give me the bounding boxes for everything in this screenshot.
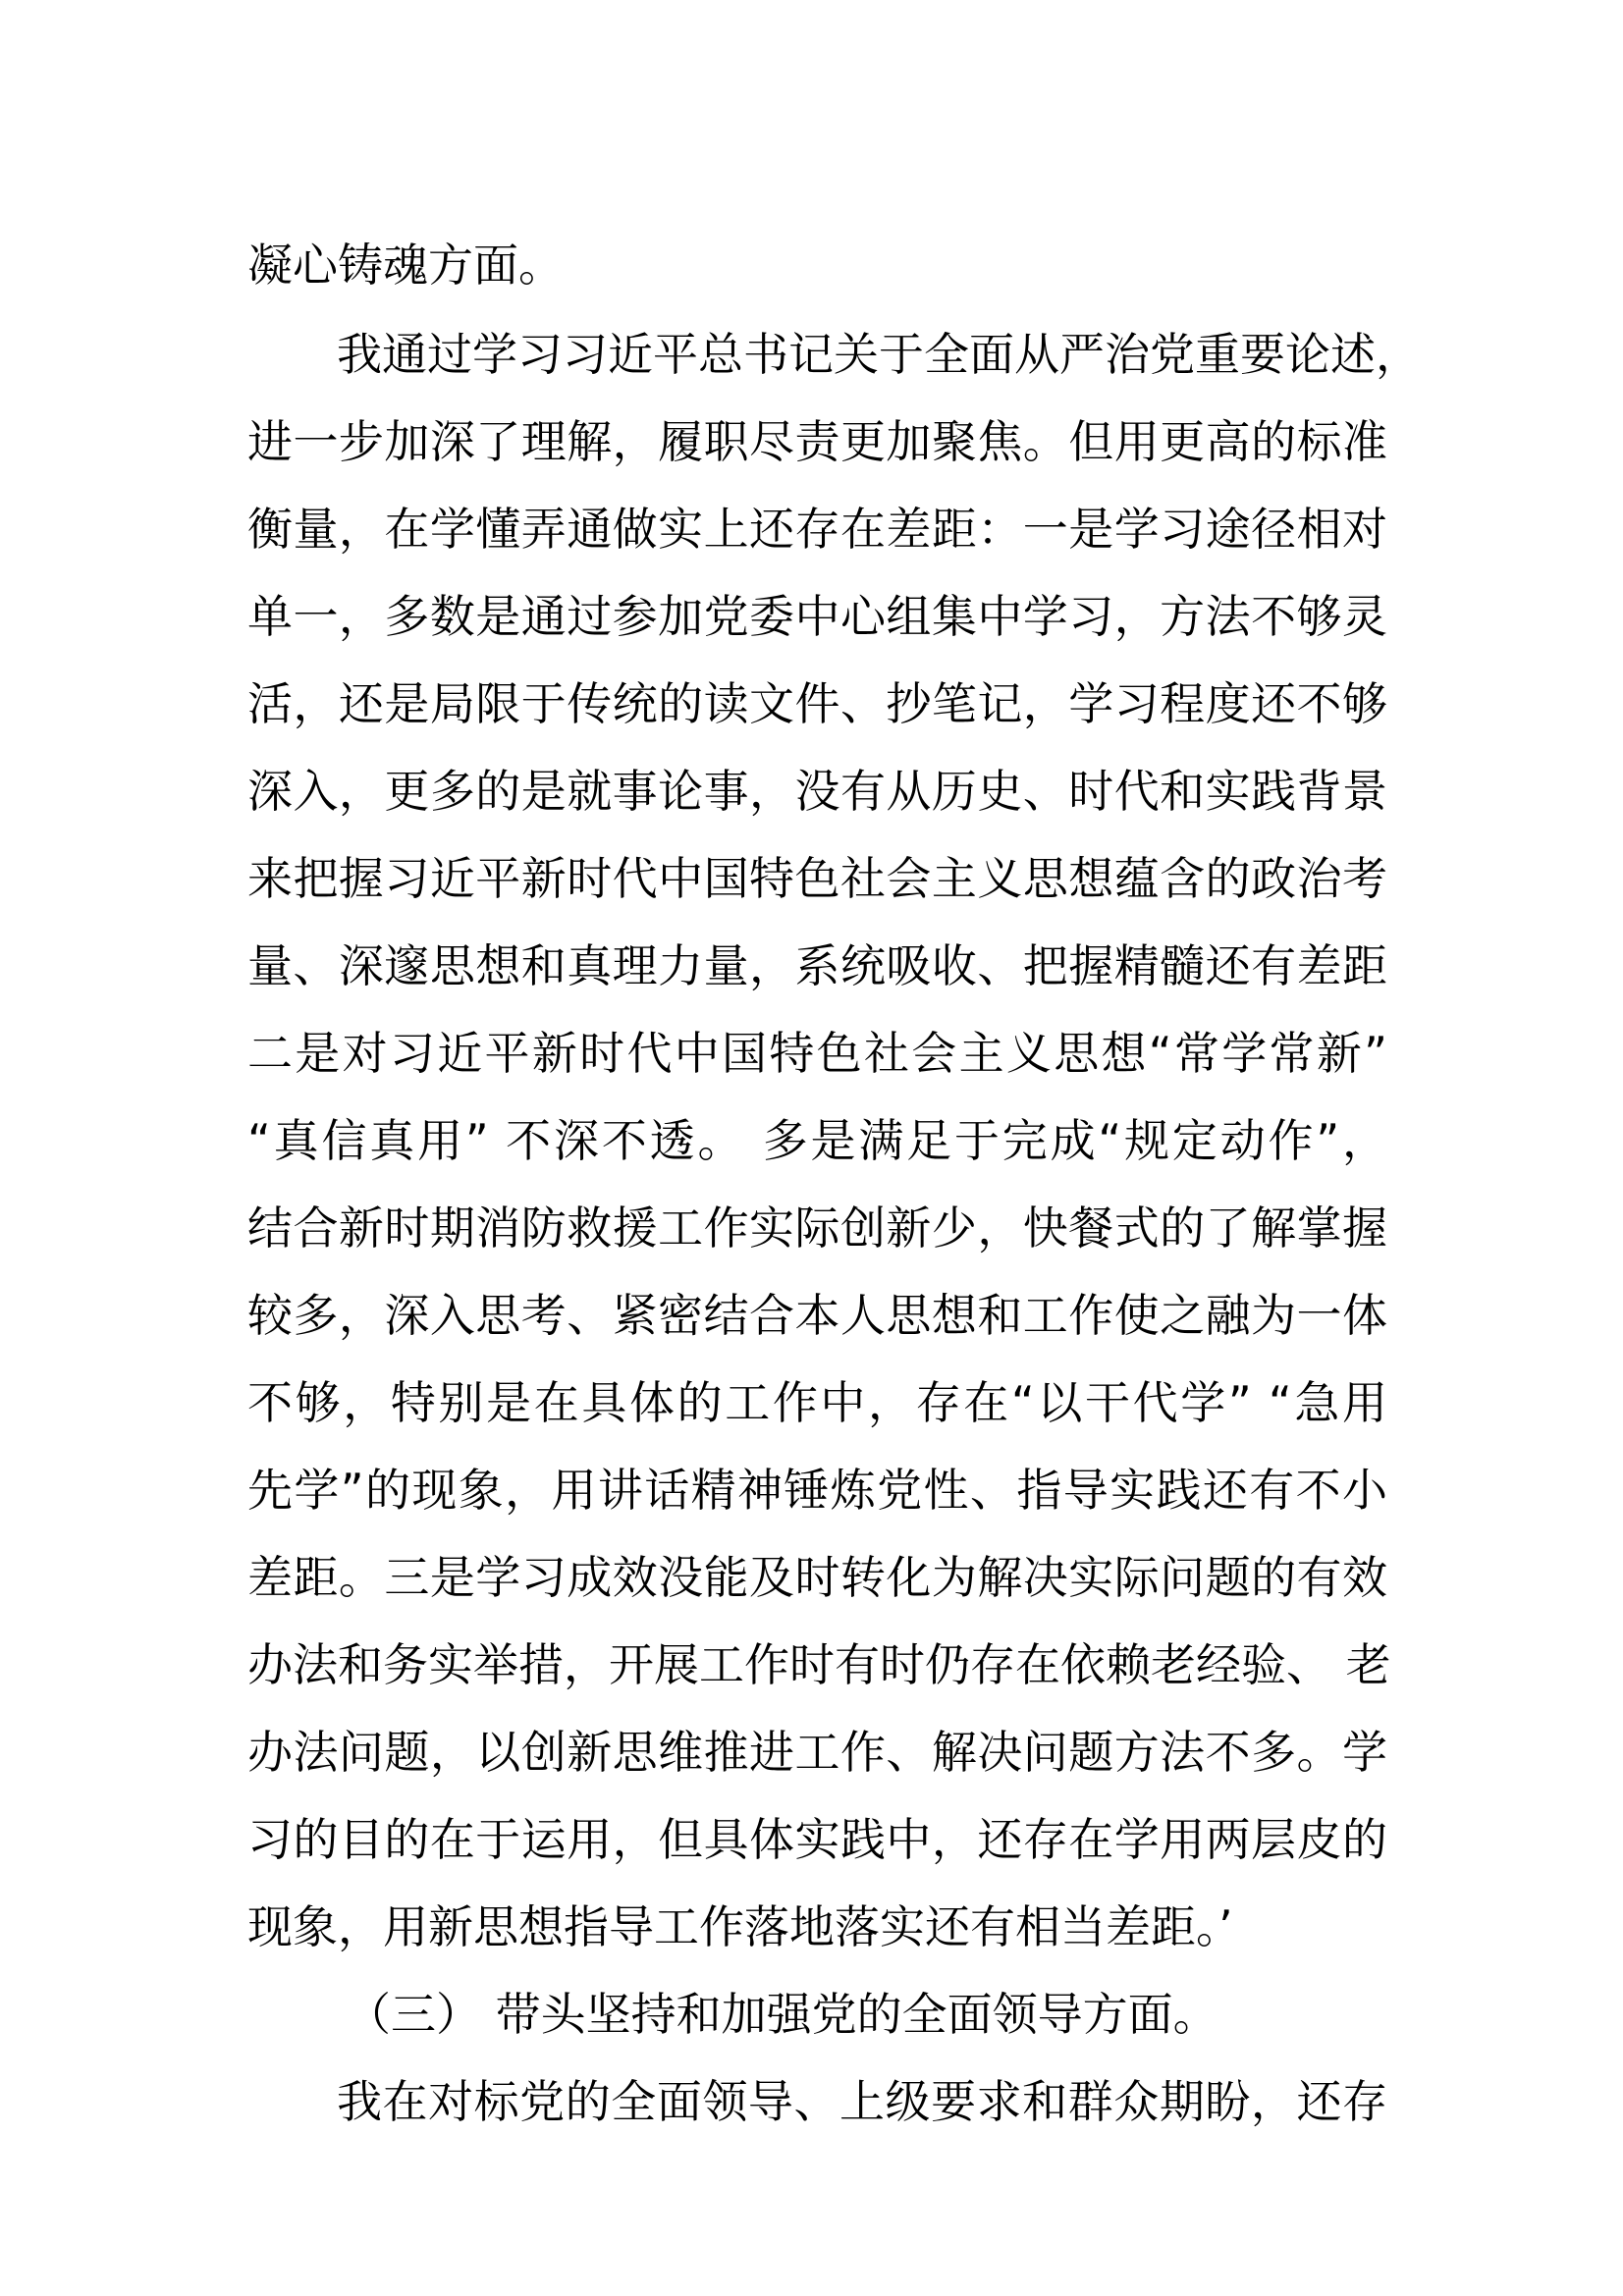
paragraph-line: 办法问题，以创新思维推进工作、解决问题方法不多。学 xyxy=(247,1726,1387,1779)
paragraph-line: 深入，更多的是就事论事，没有从历史、时代和实践背景 xyxy=(247,765,1387,818)
paragraph-line: 衡量，在学懂弄通做实上还存在差距：一是学习途径相对 xyxy=(247,503,1387,556)
paragraph-line: 结合新时期消防救援工作实际创新少，快餐式的了解掌握 xyxy=(247,1201,1387,1255)
paragraph-line: 活，还是局限于传统的读文件、抄笔记，学习程度还不够 xyxy=(247,677,1387,730)
paragraph-line: 较多，深入思考、紧密结合本人思想和工作使之融为一体 xyxy=(247,1289,1387,1342)
paragraph-line: 差距。三是学习成效没能及时转化为解决实际问题的有效 xyxy=(247,1551,1387,1604)
section-heading: （三） 带头坚持和加强党的全面领导方面。 xyxy=(346,1988,1218,2041)
paragraph-line: 习的目的在于运用，但具体实践中，还存在学用两层皮的 xyxy=(247,1813,1387,1866)
paragraph-line: 不够，特别是在具体的工作中，存在“以干代学” “急用 xyxy=(247,1376,1387,1429)
paragraph-line: 来把握习近平新时代中国特色社会主义思想蕴含的政治考 xyxy=(247,852,1387,905)
paragraph-line: 二是对习近平新时代中国特色社会主义思想“常学常新” xyxy=(247,1027,1387,1080)
paragraph-line: 量、深邃思想和真理力量，系统吸收、把握精髓还有差距 xyxy=(247,939,1387,992)
paragraph-line: 先学”的现象，用讲话精神锤炼党性、指导实践还有不小 xyxy=(247,1464,1387,1517)
paragraph-line: 现象，用新思想指导工作落地落实还有相当差距。’ xyxy=(247,1900,1233,1953)
paragraph-line: 凝心铸魂方面。 xyxy=(247,239,564,292)
paragraph-line: 单一，多数是通过参加党委中心组集中学习，方法不够灵 xyxy=(247,590,1387,643)
paragraph-line: 我通过学习习近平总书记关于全面从严治党重要论述， xyxy=(337,328,1421,381)
paragraph-line: 进一步加深了理解，履职尽责更加聚焦。但用更高的标准 xyxy=(247,415,1387,468)
paragraph-line: 办法和务实举措，开展工作时有时仍存在依赖老经验、 老 xyxy=(247,1638,1391,1691)
paragraph-line: 我在对标党的全面领导、上级要求和群众期盼，还存 xyxy=(337,2075,1387,2128)
paragraph-line: “真信真用” 不深不透。 多是满足于完成“规定动作”， xyxy=(247,1114,1387,1167)
